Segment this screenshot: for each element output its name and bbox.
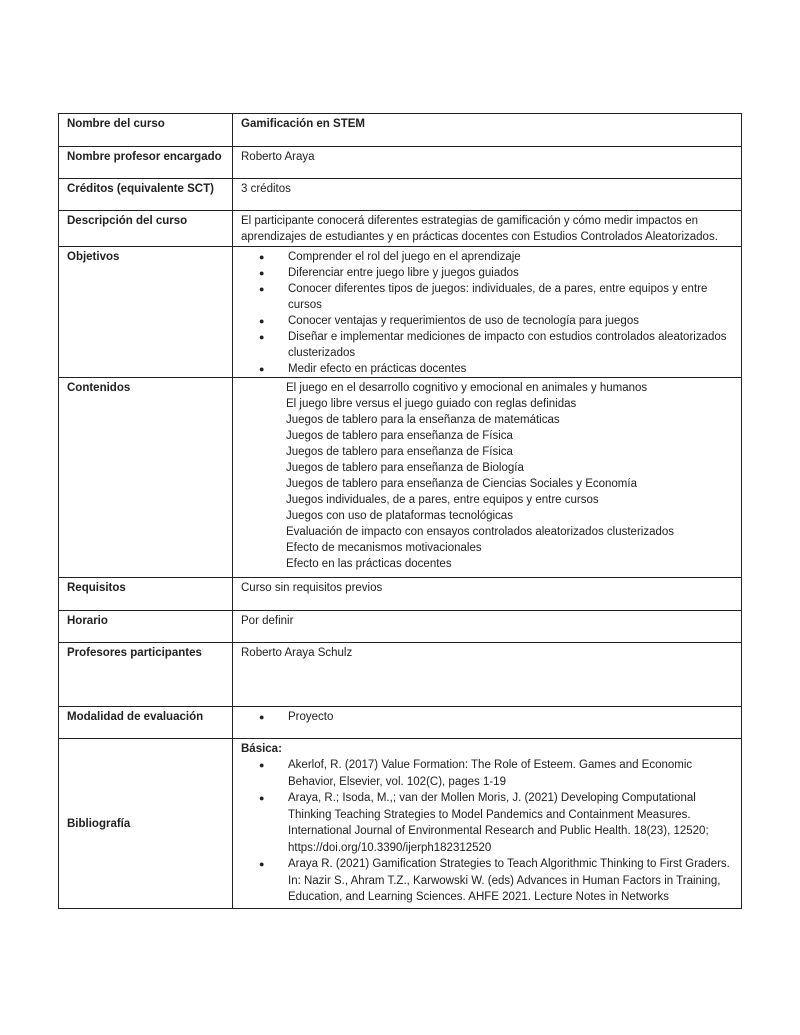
- value-evaluacion: [233, 707, 742, 739]
- list-item: ● Araya, R.; Isoda, M.,; van der Mollen Moris, J. (2021) Developing Computational Thinking Teaching Strategies to Model Pandemics and Containment Measures. International Journal of Environmental Research and Public Health. 18(23), 12520; https://doi.org/10.3390/ijerph182312520: [241, 790, 733, 856]
- row-objetivos: [59, 247, 742, 378]
- value-nombre: Gamificación en STEM: [233, 114, 742, 147]
- list-item: Juegos de tablero para enseñanza de Ciencias Sociales y Economía: [286, 478, 637, 490]
- label-descripcion: Descripción del curso: [59, 211, 233, 247]
- row-descripcion: [59, 211, 742, 247]
- label-creditos: Créditos (equivalente SCT): [59, 179, 233, 211]
- list-item: ● Medir efecto en prácticas docentes: [241, 361, 733, 377]
- value-requisitos: Curso sin requisitos previos: [233, 578, 742, 611]
- list-item: ● Conocer ventajas y requerimientos de uso de tecnología para juegos: [241, 313, 733, 329]
- list-item: Juegos con uso de plataformas tecnológicas: [286, 510, 513, 522]
- list-item: Efecto de mecanismos motivacionales: [286, 542, 482, 554]
- row-bibliografia: [59, 739, 742, 909]
- list-item: ● Conocer diferentes tipos de juegos: individuales, de a pares, entre equipos y entre cursos: [241, 281, 733, 313]
- value-descripcion: El participante conocerá diferentes estrategias de gamificación y cómo medir impactos en aprendizajes de estudiantes y en prácticas docentes con Estudios Controlados Aleatorizados.: [233, 211, 742, 247]
- row-contenidos: [59, 378, 742, 578]
- label-evaluacion: Modalidad de evaluación: [59, 707, 233, 739]
- list-item: ● Comprender el rol del juego en el aprendizaje: [241, 249, 733, 265]
- objetivos-list: [241, 249, 733, 377]
- list-item: Juegos de tablero para enseñanza de Física: [286, 430, 513, 442]
- row-evaluacion: [59, 707, 742, 739]
- value-horario: Por definir: [233, 611, 742, 643]
- value-bibliografia: [233, 739, 742, 909]
- label-horario: Horario: [59, 611, 233, 643]
- row-profesor: [59, 147, 742, 179]
- row-nombre: [59, 114, 742, 147]
- row-participantes: [59, 643, 742, 707]
- list-item: ● Diferenciar entre juego libre y juegos guiados: [241, 265, 733, 281]
- course-table: [58, 113, 742, 909]
- list-item: Juegos de tablero para enseñanza de Biología: [286, 462, 524, 474]
- label-profesor: Nombre profesor encargado: [59, 147, 233, 179]
- list-item: ● Diseñar e implementar mediciones de impacto con estudios controlados aleatorizados clusterizados: [241, 329, 733, 361]
- label-objetivos: Objetivos: [59, 247, 233, 378]
- bibliografia-subheading: Básica:: [241, 743, 282, 755]
- list-item: Juegos individuales, de a pares, entre equipos y entre cursos: [286, 494, 599, 506]
- value-participantes: Roberto Araya Schulz: [233, 643, 742, 707]
- list-item: ● Proyecto: [241, 709, 733, 725]
- list-item: Evaluación de impacto con ensayos controlados aleatorizados clusterizados: [286, 526, 675, 538]
- row-requisitos: [59, 578, 742, 611]
- row-horario: [59, 611, 742, 643]
- list-item: ● Akerlof, R. (2017) Value Formation: The Role of Esteem. Games and Economic Behavior, Elsevier, vol. 102(C), pages 1-19: [241, 757, 733, 790]
- label-participantes: Profesores participantes: [59, 643, 233, 707]
- value-creditos: 3 créditos: [233, 179, 742, 211]
- value-contenidos: [233, 378, 742, 578]
- contenidos-list: [241, 380, 733, 572]
- row-creditos: [59, 179, 742, 211]
- value-objetivos: [233, 247, 742, 378]
- list-item: El juego en el desarrollo cognitivo y emocional en animales y humanos: [286, 382, 648, 394]
- label-bibliografia: Bibliografía: [59, 739, 233, 909]
- label-nombre: Nombre del curso: [59, 114, 233, 147]
- label-contenidos: Contenidos: [59, 378, 233, 578]
- list-item: Efecto en las prácticas docentes: [286, 558, 452, 570]
- value-profesor: Roberto Araya: [233, 147, 742, 179]
- label-requisitos: Requisitos: [59, 578, 233, 611]
- bibliografia-list: [241, 757, 733, 906]
- list-item: Juegos de tablero para enseñanza de Física: [286, 446, 513, 458]
- evaluacion-list: [241, 709, 733, 725]
- list-item: ● Araya R. (2021) Gamification Strategies to Teach Algorithmic Thinking to First Graders. In: Nazir S., Ahram T.Z., Karwowski W. (eds) Advances in Human Factors in Training, Education, and Learning Sciences. AHFE 2021. Lecture Notes in Networks: [241, 856, 733, 906]
- list-item: El juego libre versus el juego guiado con reglas definidas: [286, 398, 577, 410]
- list-item: Juegos de tablero para la enseñanza de matemáticas: [286, 414, 560, 426]
